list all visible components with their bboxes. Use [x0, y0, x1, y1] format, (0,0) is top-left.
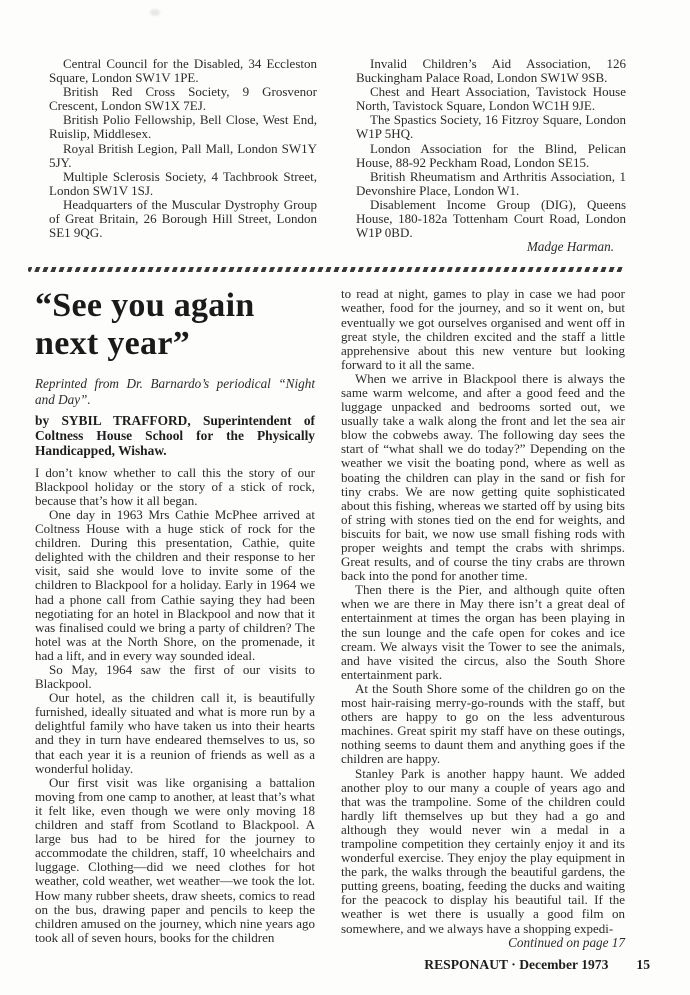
- article-paragraph: So May, 1964 saw the first of our visits to Blackpool.: [35, 662, 315, 692]
- directory-entry: Royal British Legion, Pall Mall, London SW1Y 5JY.: [49, 140, 317, 170]
- article-title-line-1: “See you again: [35, 287, 255, 325]
- journal-name-date: RESPONAUT · December 1973: [424, 957, 609, 972]
- article-title: [35, 287, 315, 363]
- article-byline: by SYBIL TRAFFORD, Superintendent of Coltness House School for the Physically Handicapped, Wishaw.: [35, 413, 315, 458]
- article-column-right: [341, 287, 625, 950]
- author-signature: Madge Harman.: [526, 239, 614, 255]
- reprint-note: Reprinted from Dr. Barnardo’s periodical “Night and Day”.: [35, 376, 315, 407]
- article-title-line-2: next year”: [35, 325, 191, 363]
- organisation-directory: [0, 0, 690, 254]
- article-paragraph: One day in 1963 Mrs Cathie McPhee arrived at Coltness House with a huge stick of rock for the children. During this presentation, Cathie, quite delighted with the children and their response to her visit, said she would love to invite some of the children to Blackpool for a holiday. Early in 1964 we had a phone call from Cathie saying they had been negotiating for an hotel in Blackpool and now that it was finalised could we bring a party of children? The hotel was at the North Shore, on the promenade, it had a lift, and in every way sounded ideal.: [35, 506, 315, 663]
- scan-artifact: [150, 9, 160, 16]
- article-column-left: [35, 287, 315, 950]
- article-paragraph: Our first visit was like organising a battalion moving from one camp to another, at least that’s what it felt like, even though we were only moving 18 children and staff from Scotland to Blackpool. A large bus had to be hired for the journey to accommodate the children, staff, 10 wheelchairs and luggage. Clothing—did we need clothes for hot weather, cold weather, wet weather—we took the lot. How many rubber sheets, draw sheets, comics to read on the bus, drawing paper and pencils to keep the children amused on the journey, which nine years ago took all of seven hours, books for the children: [35, 774, 315, 945]
- directory-entry: Disablement Income Group (DIG), Queens House, 180-182a Tottenham Court Road, London W1P 0BD.: [356, 196, 626, 241]
- page-footer: [424, 957, 650, 973]
- directory-entry: British Rheumatism and Arthritis Association, 1 Devonshire Place, London W1.: [356, 168, 626, 198]
- directory-entry: Invalid Children’s Aid Association, 126 Buckingham Palace Road, London SW1W 9SB.: [356, 56, 626, 86]
- directory-entry: Headquarters of the Muscular Dystrophy Group of Great Britain, 26 Borough Hill Street, London SE1 9QG.: [49, 196, 317, 241]
- article-paragraph: to read at night, games to play in case we had poor weather, food for the journey, and so it went on, but eventually we got ourselves organised and went off in great style, the children excited and the staff a little apprehensive about this new venture but looking forward to it all the same.: [341, 286, 625, 372]
- page-number: 15: [636, 957, 650, 972]
- article-paragraph: When we arrive in Blackpool there is always the same warm welcome, and after a good feed and the luggage unpacked and bedrooms sorted out, we usually take a walk along the front and let the sea air blow the cobwebs away. The following day sees the start of “what shall we do today?” Depending on the weather we visit the boating pond, where as well as boating the children can play in the sand or fish for tiny crabs. We are now getting quite sophisticated about this fishing, whereas we started off by using bits of string with stones tied on the end for weights, and biscuits for bait, we now use small fishing rods with proper weights and tempt the crabs with shrimps. Great results, and of course the tiny crabs are thrown back into the pond for another time.: [341, 370, 625, 584]
- directory-entry: London Association for the Blind, Pelican House, 88-92 Peckham Road, London SE15.: [356, 140, 626, 170]
- continued-note: Continued on page 17: [508, 934, 625, 950]
- directory-entry: British Red Cross Society, 9 Grosvenor Crescent, London SW1X 7EJ.: [49, 84, 317, 114]
- directory-column-right: [356, 57, 626, 254]
- article-paragraph: Then there is the Pier, and although quite often when we are there in May there isn’t a great deal of entertainment at times the organ has been playing in the sun lounge and the cafe open for cokes and ice cream. We always visit the Tower to see the animals, and have visited the circus, also the South Shore entertainment park.: [341, 582, 625, 682]
- article-paragraph: Stanley Park is another happy haunt. We added another ploy to our many a couple of years ago and that was the trampoline. Some of the children could hardly lift themselves up but they had a go and although they would never win a medal in a trampoline competition they certainly enjoy it and its wonderful exercise. They enjoy the play equipment in the park, the walks through the beautiful gardens, the putting greens, boating, feeding the ducks and waiting for the peacock to display his beautiful tail. If the weather is wet there is usually a good film on somewhere, and we always have a shopping expedi-: [341, 765, 625, 936]
- directory-entry: Multiple Sclerosis Society, 4 Tachbrook Street, London SW1V 1SJ.: [49, 168, 317, 198]
- directory-entry: Chest and Heart Association, Tavistock House North, Tavistock Square, London WC1H 9JE.: [356, 84, 626, 114]
- article-paragraph: At the South Shore some of the children go on the most hair-raising merry-go-rounds with the staff, but others are happy to go on the less adventurous machines. Great spirit my staff have on these outings, nothing seems to daunt them and anything goes if the children are happy.: [341, 680, 625, 767]
- article-paragraph: Our hotel, as the children call it, is beautifully furnished, ideally situated and what is more run by a delightful family who have taken us into their hearts and they in turn have endeared themselves to us, so that each year it is a reunion of friends as well as a wonderful holiday.: [35, 690, 315, 776]
- article: [0, 272, 690, 950]
- article-paragraph: I don’t know whether to call this the story of our Blackpool holiday or the story of a stick of rock, because that’s how it all began.: [35, 464, 315, 508]
- directory-entry: British Polio Fellowship, Bell Close, West End, Ruislip, Middlesex.: [49, 112, 317, 142]
- directory-column-left: [49, 57, 317, 254]
- directory-entry: The Spastics Society, 16 Fitzroy Square, London W1P 5HQ.: [356, 112, 626, 142]
- directory-entry: Central Council for the Disabled, 34 Eccleston Square, London SW1V 1PE.: [49, 56, 317, 86]
